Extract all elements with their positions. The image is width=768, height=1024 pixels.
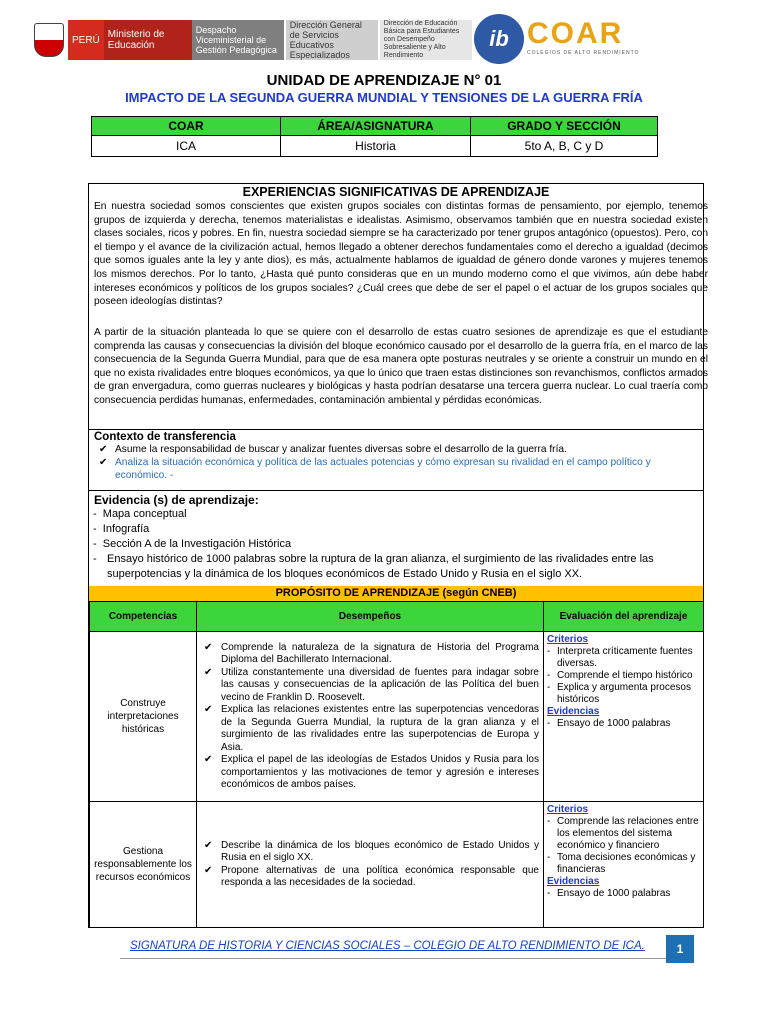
- competencia-cell: Gestiona responsablemente los recursos económicos: [90, 802, 197, 928]
- page-title: UNIDAD DE APRENDIZAJE N° 01: [266, 72, 502, 89]
- proposito-title: PROPÓSITO DE APRENDIZAJE (según CNEB): [89, 586, 703, 601]
- experiencias-title: EXPERIENCIAS SIGNIFICATIVAS DE APRENDIZAJE: [242, 185, 550, 199]
- desempeno-item: ✔ Explica el papel de las ideologías de Estados Unidos y Rusia para los comportamientos y las motivaciones de temor y agresión e intereses económicos de ambos países.: [201, 754, 539, 792]
- main-box: [88, 183, 708, 928]
- check-icon: ✔: [99, 457, 108, 468]
- evaluacion-cell: [544, 802, 704, 928]
- coar-logo: [527, 18, 667, 64]
- experiencias-p1: En nuestra sociedad somos conscientes que existen grupos sociales con distintas formas de pensamiento, por ejemplo, tenemos grupos de izquierda y derecha, tenemos materialistas e idealistas. Asimismo, observamos también que en nuestra sociedad existen clases sociales, ricos y pobres. En fin, nuestra sociedad siempre se ha caracterizado por tener grupos antagónico (opuestos). Pero, con el tiempo y el avance de la civilización actual, hemos llegado a obtener derechos fundamentales como el derecho a igualdad (decimos que somos iguales ante la ley y ante dios), es más, actualmente hablamos de igualdad de género donde varones y mujeres tenemos los mismos derechos. Por lo tanto, ¿Hasta qué punto consideras que en un mundo moderno como el que vivimos, aún debe haber intereses económicos y políticos de los grupos sociales? ¿Cuál crees que debe de ser el papel o el actuar de los grupos sociales que poseen ideologías distintas?: [94, 201, 708, 308]
- criterio-item: - Toma decisiones económicas y financieras: [547, 852, 696, 875]
- check-icon: ✔: [204, 641, 213, 653]
- check-icon: ✔: [204, 704, 213, 715]
- info-table: [91, 116, 658, 157]
- coar-word: COAR: [527, 17, 624, 50]
- criterio-item: - Interpreta críticamente fuentes diversas.: [547, 646, 693, 669]
- check-icon: ✔: [204, 839, 213, 851]
- check-icon: ✔: [99, 444, 108, 455]
- evidencia-item: - Ensayo histórico de 1000 palabras sobre la ruptura de la gran alianza, el surgimiento de las rivalidades entre las superpotencias y la dinámica de los bloques económicos de Estado Unido y Rusia en el siglo XX.: [93, 553, 654, 580]
- header-competencias: Competencias: [90, 602, 197, 632]
- evidencia-item: - Infografía: [93, 523, 150, 535]
- info-header-grado: GRADO Y SECCIÓN: [471, 117, 658, 136]
- footer-text: SIGNATURA DE HISTORIA Y CIENCIAS SOCIALES – COLEGIO DE ALTO RENDIMIENTO DE ICA.: [130, 940, 645, 952]
- info-value-area: Historia: [281, 136, 471, 157]
- info-value-coar: ICA: [92, 136, 281, 157]
- contexto-item: ✔ Asume la responsabilidad de buscar y analizar fuentes diversas sobre el desarrollo de la guerra fría.: [99, 444, 567, 455]
- info-value-grado: 5to A, B, C y D: [471, 136, 658, 157]
- ministerio-label: Ministerio de Educación: [104, 20, 192, 60]
- criterios-label: Criterios: [547, 804, 589, 815]
- criterio-item: - Comprende las relaciones entre los elementos del sistema económico y financiero: [547, 816, 699, 851]
- direccion-label: Dirección General de Servicios Educativos Especializados: [286, 20, 378, 60]
- desempenos-cell: [197, 802, 544, 928]
- header-desempenos: Desempeños: [197, 602, 544, 632]
- criterios-label: Criterios: [547, 634, 589, 645]
- desempeno-item: ✔ Propone alternativas de una política económica responsable que responda a las necesidades de la sociedad.: [201, 865, 539, 890]
- page-number: 1: [666, 935, 694, 963]
- table-row: [90, 802, 704, 928]
- evidencia-item: - Mapa conceptual: [93, 508, 187, 520]
- check-icon: ✔: [204, 754, 213, 765]
- coar-sub: COLEGIOS DE ALTO RENDIMIENTO: [527, 50, 640, 56]
- experiencias-p2: A partir de la situación planteada lo que se quiere con el desarrollo de estas cuatro sesiones de aprendizaje es que el estudiante comprenda las causas y consecuencias la división del bloque económico causado por el desarrollo de la guerra fría, en el marco de las consecuencia de la Segunda Guerra Mundial, para que de esa manera opte posturas neutrales y se oriente a construir un mundo en el que no exista rivalidades entre bloques económicos, ya que lo único que traen estas distinciones son revanchismos, conflictos armados de gran envergadura, como guerras nucleares y biológicas y hasta podrían desatarse una tercera guerra nuclear. Lo cual traería como consecuencia perdidas humanas, enfermedades, contaminación ambiental y pérdidas económicas.: [94, 327, 708, 406]
- header-evaluacion: Evaluación del aprendizaje: [544, 602, 704, 632]
- criterio-item: - Comprende el tiempo histórico: [547, 670, 693, 681]
- divider: [89, 490, 703, 491]
- desempeno-item: ✔ Describe la dinámica de los bloques económico de Estado Unidos y Rusia en el siglo XX.: [201, 840, 539, 865]
- evidencia-section: [89, 493, 703, 582]
- peru-label: PERÚ: [68, 20, 104, 60]
- table-row: [90, 632, 704, 802]
- evidencia-eval-item: - Ensayo de 1000 palabras: [547, 888, 671, 899]
- check-icon: ✔: [204, 666, 213, 678]
- evidencia-item: - Sección A de la Investigación Histórica: [93, 538, 292, 550]
- contexto-section: [89, 431, 703, 482]
- evidencia-eval-item: - Ensayo de 1000 palabras: [547, 718, 671, 729]
- proposito-table: [89, 601, 704, 928]
- info-header-area: ÁREA/ASIGNATURA: [281, 117, 471, 136]
- evaluacion-cell: [544, 632, 704, 802]
- criterio-item: - Explica y argumenta procesos históricos: [547, 682, 691, 705]
- desempenos-cell: [197, 632, 544, 802]
- check-icon: ✔: [204, 864, 213, 876]
- desempeno-item: ✔ Explica las relaciones existentes entre las superpotencias vencedoras de la Segunda Guerra Mundial, la ruptura de la gran alianza y el surgimiento de las rivalidades entre las superpotencias de Europa y Asia.: [201, 704, 539, 754]
- peru-shield-icon: [34, 23, 64, 57]
- evidencias-label: Evidencias: [547, 706, 600, 717]
- direccion-basica-label: Dirección de Educación Básica para Estudiantes con Desempeño Sobresaliente y Alto Rendimiento: [380, 20, 472, 60]
- ib-logo: ib: [474, 14, 524, 64]
- competencia-cell: Construye interpretaciones históricas: [90, 632, 197, 802]
- contexto-title: Contexto de transferencia: [94, 431, 236, 443]
- divider: [89, 429, 703, 430]
- desempeno-item: ✔ Utiliza constantemente una diversidad de fuentes para indagar sobre las causas y consecuencias de la aplicación de las Política del buen vecino de Franklin D. Roosevelt.: [201, 667, 539, 705]
- evidencia-title: Evidencia (s) de aprendizaje:: [94, 493, 259, 507]
- desempeno-item: ✔ Comprende la naturaleza de la signatura de Historia del Programa Diploma del Bachillerato Internacional.: [201, 642, 539, 667]
- page-subtitle: IMPACTO DE LA SEGUNDA GUERRA MUNDIAL Y TENSIONES DE LA GUERRA FRÍA: [125, 90, 643, 105]
- contexto-item: ✔ Analiza la situación económica y política de las actuales potencias y cómo expresan su rivalidad en el campo político y económico. -: [99, 457, 651, 481]
- evidencias-label: Evidencias: [547, 876, 600, 887]
- minedu-logo: [34, 20, 472, 60]
- despacho-label: Despacho Viceministerial de Gestión Pedagógica: [192, 20, 284, 60]
- footer-divider: [120, 958, 680, 959]
- info-header-coar: COAR: [92, 117, 281, 136]
